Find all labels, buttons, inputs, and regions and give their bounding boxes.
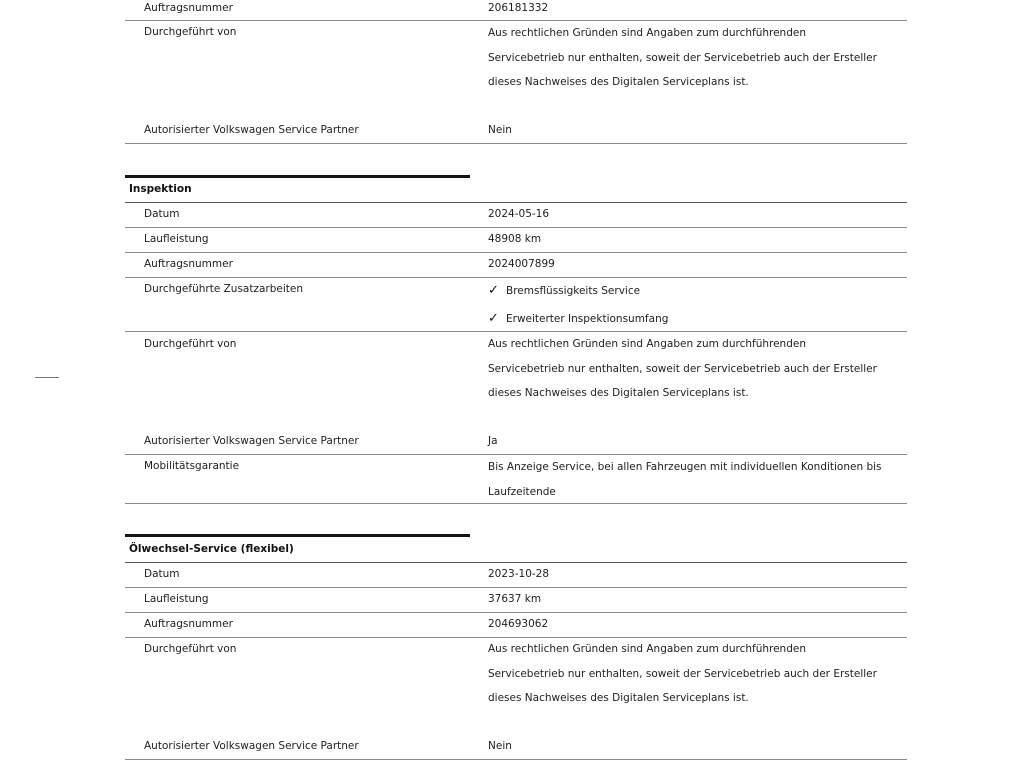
- service-partner-value: Ja: [488, 435, 498, 447]
- durchgefuehrt-von-label: Durchgeführt von: [144, 26, 237, 38]
- service-partner-label: Autorisierter Volkswagen Service Partner: [144, 124, 359, 136]
- durchgefuehrt-von-text: [488, 637, 906, 711]
- section-title-inspektion: Inspektion: [129, 183, 192, 195]
- text-line: Laufzeitende: [488, 485, 556, 498]
- durchgefuehrt-von-label: Durchgeführt von: [144, 643, 237, 655]
- row-divider: [125, 587, 907, 588]
- durchgefuehrt-von-text: [488, 21, 906, 95]
- section-rule: [125, 534, 470, 537]
- datum-label: Datum: [144, 208, 180, 220]
- row-divider: [125, 143, 907, 144]
- text-line: dieses Nachweises des Digitalen Serviceplans ist.: [488, 692, 749, 704]
- zusatzarbeit-item: [488, 311, 668, 326]
- section-title-oelwechsel: Ölwechsel-Service (flexibel): [129, 543, 294, 555]
- row-divider: [125, 227, 907, 228]
- row-divider: [125, 202, 907, 203]
- zusatzarbeit-item: [488, 283, 640, 298]
- section-rule: [125, 175, 470, 178]
- durchgefuehrt-von-label: Durchgeführt von: [144, 338, 237, 350]
- laufleistung-value: 37637 km: [488, 593, 542, 605]
- datum-value: 2024-05-16: [488, 208, 550, 220]
- text-line: Aus rechtlichen Gründen sind Angaben zum durchführenden: [488, 643, 806, 655]
- auftragsnummer-label: Auftragsnummer: [144, 618, 233, 630]
- row-divider: [125, 759, 907, 760]
- text-line: Servicebetrieb nur enthalten, soweit der Servicebetrieb auch der Ersteller: [488, 51, 877, 64]
- text-line: Aus rechtlichen Gründen sind Angaben zum durchführenden: [488, 338, 806, 350]
- laufleistung-value: 48908 km: [488, 233, 542, 245]
- laufleistung-label: Laufleistung: [144, 233, 209, 245]
- auftragsnummer-value: 206181332: [488, 2, 549, 14]
- row-divider: [125, 503, 907, 504]
- service-partner-label: Autorisierter Volkswagen Service Partner: [144, 435, 359, 447]
- auftragsnummer-value: 2024007899: [488, 258, 555, 270]
- row-divider: [125, 612, 907, 613]
- scan-artifact-line: [35, 377, 59, 378]
- auftragsnummer-label: Auftragsnummer: [144, 258, 233, 270]
- auftragsnummer-label: Auftragsnummer: [144, 2, 233, 14]
- service-partner-value: Nein: [488, 124, 512, 136]
- mobilitaetsgarantie-text: [488, 455, 906, 504]
- text-line: dieses Nachweises des Digitalen Serviceplans ist.: [488, 387, 749, 399]
- datum-label: Datum: [144, 568, 180, 580]
- text-line: Bis Anzeige Service, bei allen Fahrzeugen mit individuellen Konditionen bis: [488, 461, 882, 473]
- auftragsnummer-value: 204693062: [488, 618, 549, 630]
- checkmark-icon: ✓: [488, 311, 499, 326]
- row-divider: [125, 252, 907, 253]
- zusatzarbeit-label: Erweiterter Inspektionsumfang: [506, 313, 669, 325]
- zusatzarbeit-label: Bremsflüssigkeits Service: [506, 285, 641, 297]
- checkmark-icon: ✓: [488, 283, 499, 298]
- datum-value: 2023-10-28: [488, 568, 550, 580]
- durchgefuehrt-von-text: [488, 332, 906, 406]
- service-partner-value: Nein: [488, 740, 512, 752]
- text-line: Aus rechtlichen Gründen sind Angaben zum durchführenden: [488, 27, 806, 39]
- zusatzarbeiten-label: Durchgeführte Zusatzarbeiten: [144, 283, 304, 295]
- row-divider: [125, 277, 907, 278]
- mobilitaetsgarantie-label: Mobilitätsgarantie: [144, 460, 240, 472]
- row-divider: [125, 562, 907, 563]
- text-line: Servicebetrieb nur enthalten, soweit der Servicebetrieb auch der Ersteller: [488, 362, 877, 375]
- text-line: dieses Nachweises des Digitalen Serviceplans ist.: [488, 76, 749, 88]
- text-line: Servicebetrieb nur enthalten, soweit der Servicebetrieb auch der Ersteller: [488, 667, 877, 680]
- laufleistung-label: Laufleistung: [144, 593, 209, 605]
- service-partner-label: Autorisierter Volkswagen Service Partner: [144, 740, 359, 752]
